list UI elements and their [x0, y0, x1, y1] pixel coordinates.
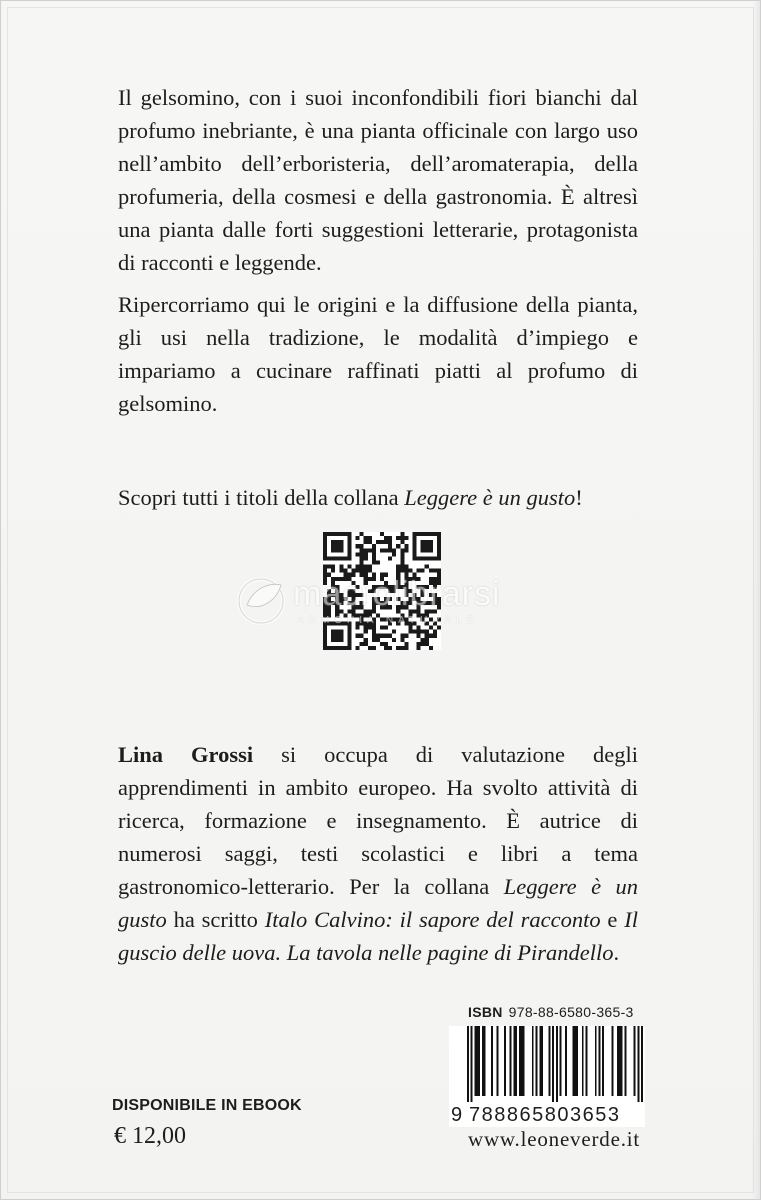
barcode-block [449, 1026, 645, 1127]
author-bio-text: . [613, 940, 620, 965]
author-name: Lina Grossi [118, 742, 254, 767]
isbn-number: 978-88-6580-365-3 [508, 1004, 634, 1020]
series-promo-suffix: ! [575, 485, 583, 510]
description-paragraph-1: Il gelsomino, con i suoi inconfondibili fiori bianchi dal profumo inebriante, è una pianta officinale con largo uso nell’ambito dell’erboristeria, dell’aromaterapia, della profumeria, della cosmesi e della gastronomia. È altresì una pianta dalle forti suggestioni letterarie, protagonista di racconti e leggende. [118, 85, 638, 275]
price: € 12,00 [114, 1123, 186, 1149]
barcode-first-digit: 9 [451, 1104, 464, 1126]
ean-barcode [467, 1026, 643, 1102]
author-bio-text: e [600, 907, 625, 932]
ebook-availability: DISPONIBILE IN EBOOK [112, 1097, 302, 1114]
series-title: Leggere è un gusto [404, 485, 576, 510]
author-bio-text: ha scritto [166, 907, 265, 932]
qr-code[interactable] [323, 532, 441, 650]
watermark-tagline: ARMONIA NATURALE [297, 615, 479, 626]
author-bio-text: si occupa di valutazione degli apprendimenti in ambito europeo. Ha svolto attività di ricerca, formazione e insegnamento. È autrice di numerosi saggi, testi scolastici e libri a tema gastronomico-letterario. Per la collana [118, 742, 638, 899]
series-promo-prefix: Scopri tutti i titoli della collana [118, 485, 405, 510]
author-book-title: Il guscio delle uova. La tavola nelle pagine di Pirandello [118, 907, 638, 965]
leaf-logo-icon [233, 571, 289, 627]
barcode-digits [449, 1102, 645, 1128]
series-promo [118, 481, 718, 514]
description-paragraph-2: Ripercorriamo qui le origini e la diffusione della pianta, gli usi nella tradizione, le modalità d’impiego e impariamo a cucinare raffinati piatti al profumo di gelsomino. [118, 292, 638, 416]
publisher-website[interactable]: www.leoneverde.it [468, 1127, 641, 1151]
isbn-line [468, 1004, 648, 1020]
author-book-title: Italo Calvino: il sapore del racconto [264, 907, 601, 932]
author-bio [118, 738, 638, 969]
author-bio-series: Leggere è un gusto [118, 874, 638, 932]
barcode-number: 788865803653 [469, 1104, 621, 1126]
watermark-name: macrolibrarsi [293, 575, 501, 613]
isbn-label: ISBN [468, 1004, 503, 1020]
